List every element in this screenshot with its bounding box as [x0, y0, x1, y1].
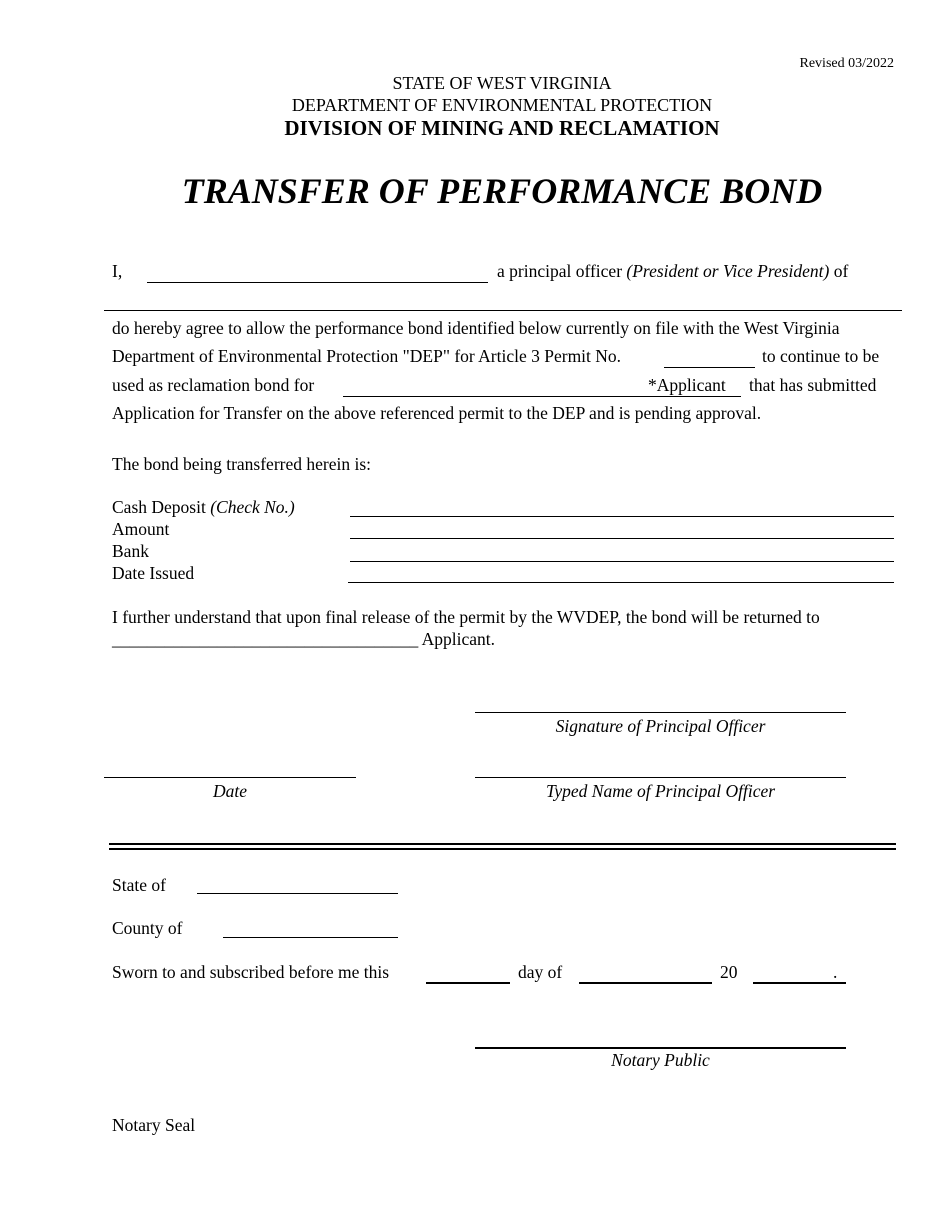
notary-signature-field[interactable]: [475, 1024, 846, 1046]
agreement-line-4: Application for Transfer on the above referenced permit to the DEP and is pending approval.: [112, 403, 762, 423]
officer-name-field[interactable]: [147, 260, 488, 282]
county-of-label: County of: [112, 918, 183, 938]
agreement-line-1: do hereby agree to allow the performance bond identified below currently on file with the West Virginia: [112, 318, 840, 338]
signature-field[interactable]: [475, 690, 846, 712]
cash-deposit-label: Cash Deposit (Check No.): [112, 497, 295, 517]
page-title: TRANSFER OF PERFORMANCE BOND: [181, 171, 823, 211]
year-field[interactable]: [753, 960, 831, 982]
county-of-line: [223, 937, 398, 938]
continue-text: to continue to be: [762, 346, 880, 366]
agreement-line-2: Department of Environmental Protection "DEP" for Article 3 Permit No.: [112, 346, 622, 366]
day-of-text: day of: [518, 962, 563, 982]
company-name-line: [104, 310, 902, 311]
divider-top-rule: [109, 843, 896, 845]
state-of-field[interactable]: [197, 871, 398, 893]
date-issued-field[interactable]: [348, 562, 894, 582]
date-issued-label: Date Issued: [112, 563, 195, 583]
applicant-label: *Applicant: [648, 375, 726, 395]
permit-number-field[interactable]: [664, 345, 755, 367]
amount-label: Amount: [112, 519, 170, 539]
typed-name-line: [475, 777, 846, 778]
i-label: I,: [112, 261, 123, 281]
month-line: [579, 982, 712, 984]
year-period: .: [833, 962, 838, 982]
notary-seal-label: Notary Seal: [112, 1115, 196, 1135]
principal-officer-text: a principal officer (President or Vice President) of: [497, 261, 849, 281]
month-field[interactable]: [579, 960, 712, 982]
day-line: [426, 982, 510, 984]
date-label: Date: [212, 781, 248, 801]
county-of-field[interactable]: [223, 915, 398, 937]
revision-date: Revised 03/2022: [799, 56, 894, 71]
bank-field[interactable]: [350, 540, 894, 560]
amount-line: [350, 538, 894, 539]
bank-label: Bank: [112, 541, 149, 561]
signature-label: Signature of Principal Officer: [555, 716, 766, 736]
year-prefix: 20: [720, 962, 738, 982]
day-field[interactable]: [426, 960, 510, 982]
permit-no-line: [664, 367, 755, 368]
check-no-field[interactable]: [350, 495, 894, 517]
bond-intro: The bond being transferred herein is:: [112, 454, 372, 474]
date-issued-line: [348, 582, 894, 583]
signature-line: [475, 712, 846, 713]
state-heading: STATE OF WEST VIRGINIA: [392, 73, 612, 93]
applicant-line: [343, 396, 741, 397]
typed-name-label: Typed Name of Principal Officer: [545, 781, 776, 801]
date-line: [104, 777, 356, 778]
notary-signature-line: [475, 1047, 846, 1049]
submitted-text: that has submitted: [749, 375, 877, 395]
notary-public-label: Notary Public: [611, 1050, 710, 1070]
officer-name-line: [147, 282, 488, 283]
typed-name-field[interactable]: [475, 755, 846, 777]
company-name-field[interactable]: [104, 288, 902, 310]
year-line: [753, 982, 846, 984]
amount-field[interactable]: [350, 518, 894, 538]
applicant-name-field[interactable]: [343, 374, 643, 396]
date-field[interactable]: [104, 755, 356, 777]
sworn-text: Sworn to and subscribed before me this: [112, 962, 390, 982]
department-heading: DEPARTMENT OF ENVIRONMENTAL PROTECTION: [291, 95, 713, 115]
division-heading: DIVISION OF MINING AND RECLAMATION: [284, 116, 720, 140]
agreement-line-3: used as reclamation bond for: [112, 375, 315, 395]
divider-bottom-rule: [109, 848, 896, 850]
release-line-1: I further understand that upon final release of the permit by the WVDEP, the bond will be returned to: [112, 607, 820, 627]
release-line-2: ___________________________________ Applicant.: [112, 629, 496, 649]
state-of-label: State of: [112, 875, 166, 895]
state-of-line: [197, 893, 398, 894]
